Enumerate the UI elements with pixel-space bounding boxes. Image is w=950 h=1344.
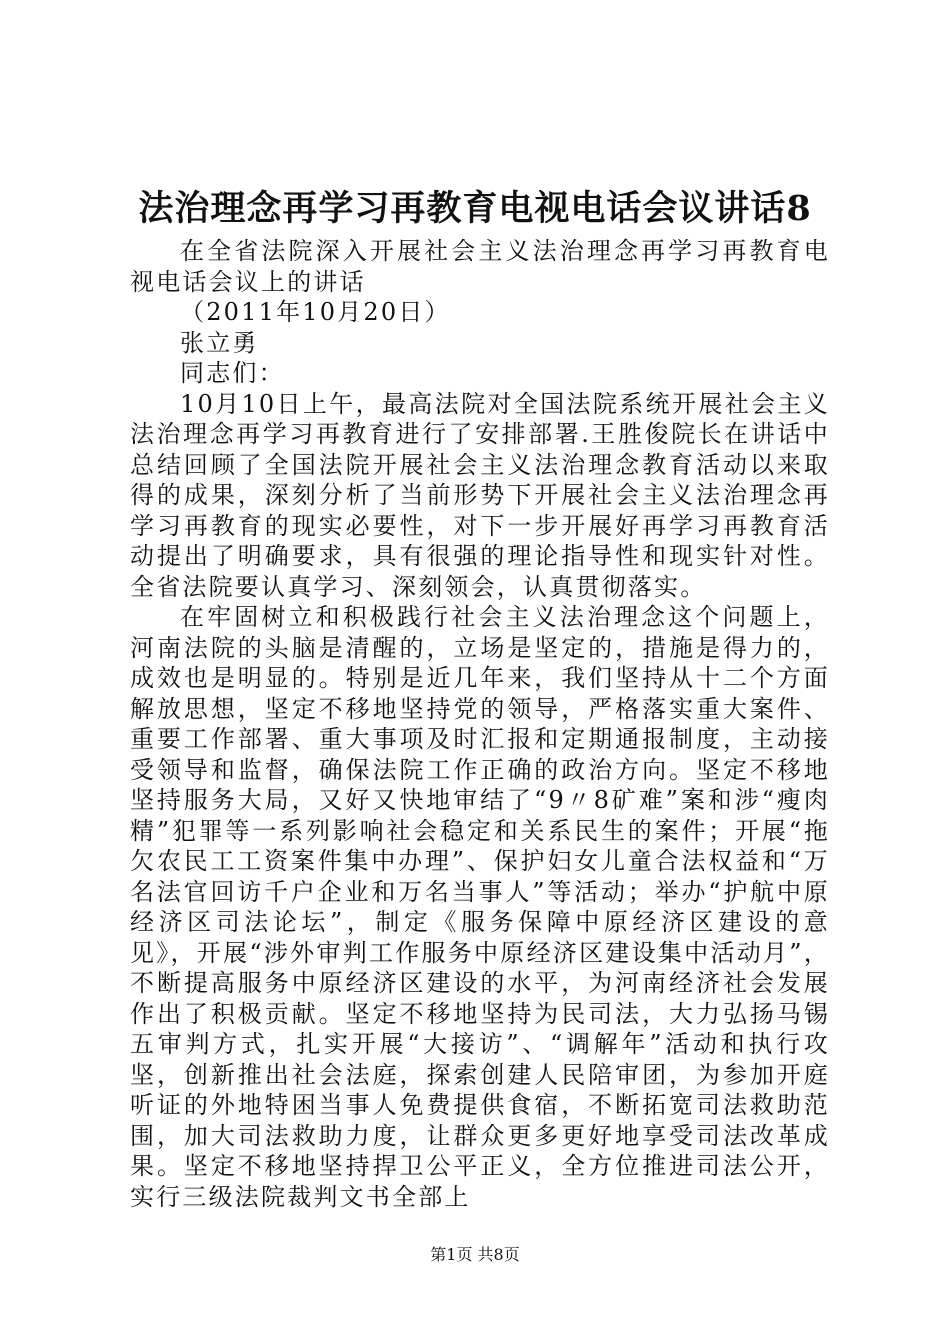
speech-heading: 在全省法院深入开展社会主义法治理念再学习再教育电视电话会议上的讲话 — [130, 237, 830, 296]
page-number: 第1页 共8页 — [430, 1245, 520, 1264]
document-body — [130, 236, 830, 1212]
speaker-name: 张立勇 — [180, 328, 259, 357]
document-title: 法治理念再学习再教育电视电话会议讲话8 — [138, 188, 812, 229]
speech-date: （2011年10月20日） — [180, 298, 451, 326]
body-paragraph: 10月10日上午，最高法院对全国法院系统开展社会主义法治理念再学习再教育进行了安排部署.王胜俊院长在讲话中总结回顾了全国法院开展社会主义法治理念教育活动以来取得的成果，深刻分析了当前形势下开展社会主义法治理念再学习再教育的现实必要性，对下一步开展好再学习再教育活动提出了明确要求，具有很强的理论指导性和现实针对性。全省法院要认真学习、深刻领会，认真贯彻落实。 — [130, 389, 830, 601]
body-paragraph: 在牢固树立和积极践行社会主义法治理念这个问题上，河南法院的头脑是清醒的，立场是坚定的，措施是得力的，成效也是明显的。特别是近几年来，我们坚持从十二个方面解放思想，坚定不移地坚持党的领导，严格落实重大案件、重要工作部署、重大事项及时汇报和定期通报制度，主动接受领导和监督，确保法院工作正确的政治方向。坚定不移地坚持服务大局，又好又快地审结了“9〃8矿难”案和涉“瘦肉精”犯罪等一系列影响社会稳定和关系民生的案件；开展“拖欠农民工工资案件集中办理”、保护妇女儿童合法权益和“万名法官回访千户企业和万名当事人”等活动；举办“护航中原经济区司法论坛”，制定《服务保障中原经济区建设的意见》，开展“涉外审判工作服务中原经济区建设集中活动月”，不断提高服务中原经济区建设的水平，为河南经济社会发展作出了积极贡献。坚定不移地坚持为民司法，大力弘扬马锡五审判方式，扎实开展“大接访”、“调解年”活动和执行攻坚，创新推出社会法庭，探索创建人民陪审团，为参加开庭听证的外地特困当事人免费提供食宿，不断拓宽司法救助范围，加大司法救助力度，让群众更多更好地享受司法改革成果。坚定不移地坚持捍卫公平正义，全方位推进司法公开，实行三级法院裁判文书全部上 — [130, 603, 830, 1211]
salutation: 同志们： — [180, 359, 285, 387]
